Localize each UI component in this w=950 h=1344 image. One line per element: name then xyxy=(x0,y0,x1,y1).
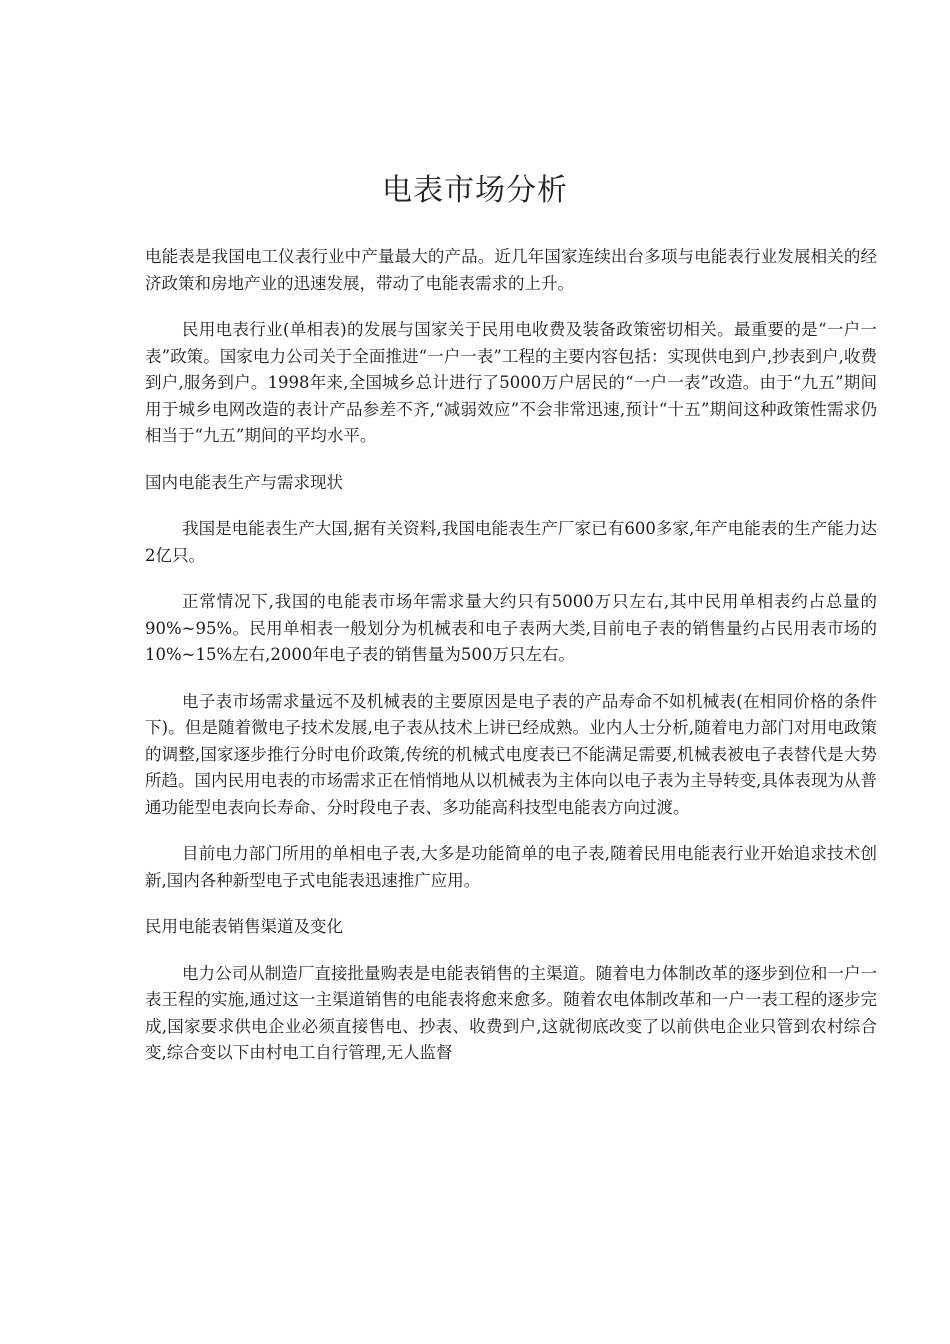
page-title: 电表市场分析 xyxy=(382,173,568,208)
section-heading-sales-channels: 民用电能表销售渠道及变化 xyxy=(145,917,343,936)
paragraph-residential-policy: 民用电表行业(单相表)的发展与国家关于民用电收费及装备政策密切相关。最重要的是“一户一表”政策。国家电力公司关于全面推进“一户一表”工程的主要内容包括：实现供电到户,抄表到户,收费到户,服务到户。1998年来,全国城乡总计进行了5000万户居民的“一户一表”改造。由于“九五”期间用于城乡电网改造的表计产品参差不齐,“减弱效应”不会非常迅速,预计“十五”期间这种政策性需求仍相当于“九五”期间的平均水平。 xyxy=(145,320,877,445)
paragraph-innovation: 目前电力部门所用的单相电子表,大多是功能简单的电子表,随着民用电能表行业开始追求技术创新,国内各种新型电子式电能表迅速推广应用。 xyxy=(145,844,877,890)
paragraph-sales-channels: 电力公司从制造厂直接批量购表是电能表销售的主渠道。随着电力体制改革的逐步到位和一户一表王程的实施,通过这一主渠道销售的电能表将愈来愈多。随着农电体制改革和一户一表工程的逐步完成,国家要求供电企业必须直接售电、抄表、收费到户,这就彻底改变了以前供电企业只管到农村综合变,综合变以下由村电工自行管理,无人监督 xyxy=(145,963,877,1062)
section-heading-production: 国内电能表生产与需求现状 xyxy=(145,472,343,492)
paragraph-production-capacity: 我国是电能表生产大国,据有关资料,我国电能表生产厂家已有600多家,年产电能表的生产能力达2亿只。 xyxy=(145,519,877,565)
document-body xyxy=(145,244,877,1087)
paragraph-electronic-meters: 电子表市场需求量远不及机械表的主要原因是电子表的产品寿命不如机械表(在相同价格的条件下)。但是随着微电子技术发展,电子表从技术上讲已经成熟。业内人士分析,随着电力部门对用电政策的调整,国家逐步推行分时电价政策,传统的机械式电度表已不能满足需要,机械表被电子表替代是大势所趋。国内民用电表的市场需求正在悄悄地从以机械表为主体向以电子表为主导转变,具体表现为从普通功能型电表向长寿命、分时段电子表、多功能高科技型电能表方向过渡。 xyxy=(145,691,877,817)
paragraph-intro: 电能表是我国电工仪表行业中产量最大的产品。近几年国家连续出台多项与电能表行业发展相关的经济政策和房地产业的迅速发展，带动了电能表需求的上升。 xyxy=(145,247,877,293)
paragraph-market-demand: 正常情况下,我国的电能表市场年需求量大约只有5000万只左右,其中民用单相表约占总量的90%~95%。民用单相表一般划分为机械表和电子表两大类,目前电子表的销售量约占民用表市场的10%~15%左右,2000年电子表的销售量为500万只左右。 xyxy=(145,592,877,664)
